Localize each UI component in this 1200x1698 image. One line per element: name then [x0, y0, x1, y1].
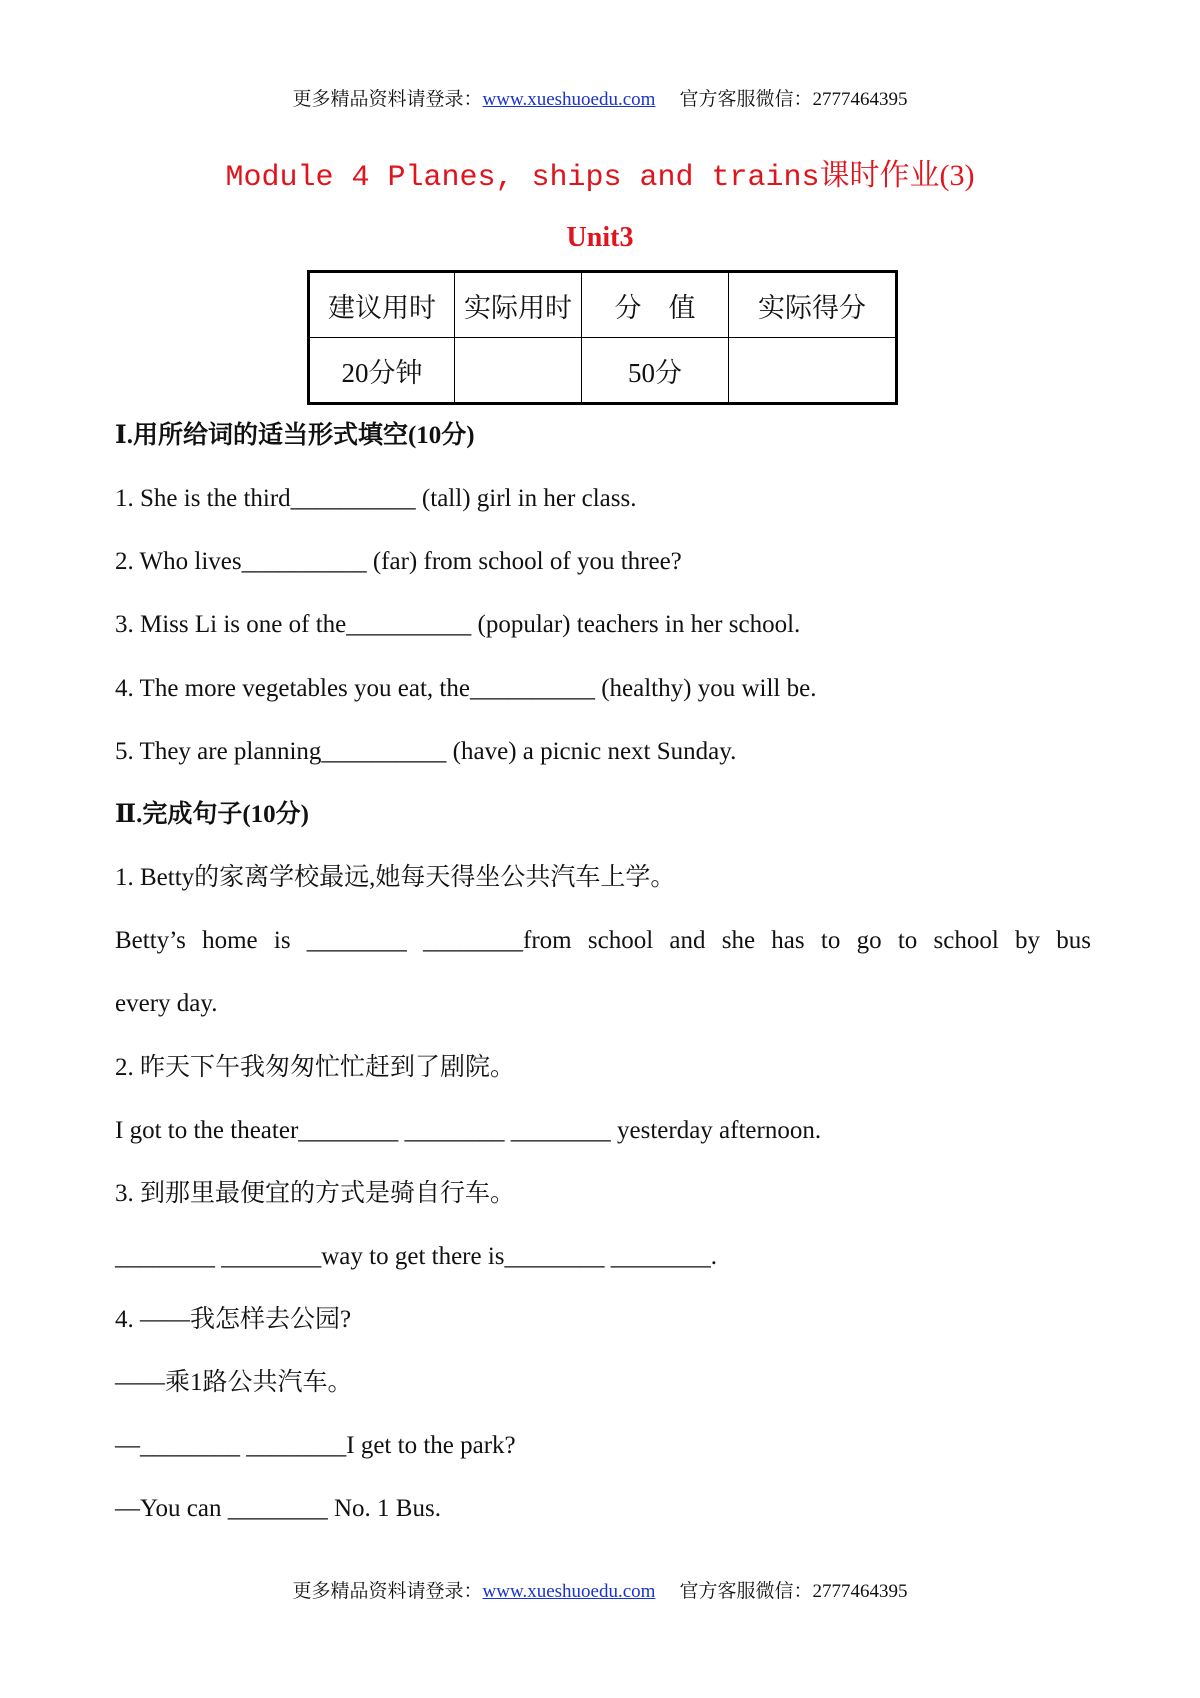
header-actual-score: 实际得分 — [729, 272, 897, 338]
value-points: 50分 — [582, 338, 729, 404]
exercise-2-item-1-english: Betty’s home is ________ ________from school and she has to go to school by bus — [115, 927, 1091, 954]
exercise-2-item-3-chinese: 3. 到那里最便宜的方式是骑自行车。 — [115, 1180, 516, 1207]
score-table — [307, 270, 898, 405]
exercise-2-item-2-english: I got to the theater________ ________ ________ yesterday afternoon. — [115, 1117, 822, 1144]
footer-prefix: 更多精品资料请登录： — [292, 1581, 483, 1602]
exercise-2-item-4-chinese-question: 4. ——我怎样去公园? — [115, 1306, 352, 1333]
exercise-1-item-1: 1. She is the third__________ (tall) girl in her class. — [115, 485, 637, 512]
header-suggested-time: 建议用时 — [309, 272, 455, 338]
exercise-2-item-1-english-cont: every day. — [115, 990, 218, 1017]
exercise-2-item-4-english-answer: —You can ________ No. 1 Bus. — [115, 1495, 441, 1522]
exercise-1-item-3: 3. Miss Li is one of the__________ (popular) teachers in her school. — [115, 611, 801, 638]
exercise-1-item-5: 5. They are planning__________ (have) a picnic next Sunday. — [115, 738, 737, 765]
document-title — [0, 156, 1200, 198]
exercise-1-item-2: 2. Who lives__________ (far) from school of you three? — [115, 548, 682, 575]
value-suggested-time: 20分钟 — [309, 338, 455, 404]
header-actual-time: 实际用时 — [455, 272, 582, 338]
footer-service-wechat: 官方客服微信：2777464395 — [679, 1581, 908, 1602]
exercise-2-item-3-english: ________ ________way to get there is________ ________. — [115, 1243, 718, 1270]
title-english: Module 4 Planes, ships and trains — [225, 161, 820, 195]
score-table-value-row — [309, 338, 897, 404]
banner-prefix: 更多精品资料请登录： — [292, 89, 483, 110]
footer-banner — [0, 1580, 1200, 1604]
title-chinese: 课时作业(3) — [819, 159, 975, 192]
service-wechat: 官方客服微信：2777464395 — [679, 89, 908, 110]
exercise-2-item-4-chinese-answer: ——乘1路公共汽车。 — [115, 1369, 353, 1396]
header-points: 分 值 — [582, 272, 729, 338]
score-table-header-row — [309, 272, 897, 338]
footer-site-link[interactable]: www.xueshuoedu.com — [482, 1581, 656, 1602]
value-actual-score[interactable] — [729, 338, 897, 404]
exercise-2-item-2-chinese: 2. 昨天下午我匆匆忙忙赶到了剧院。 — [115, 1054, 516, 1081]
section-1-heading: Ⅰ.用所给词的适当形式填空(10分) — [115, 422, 475, 449]
value-actual-time[interactable] — [455, 338, 582, 404]
exercise-1-item-4: 4. The more vegetables you eat, the__________ (healthy) you will be. — [115, 675, 817, 702]
site-link[interactable]: www.xueshuoedu.com — [482, 89, 656, 110]
unit-subtitle: Unit3 — [566, 222, 634, 253]
exercise-2-item-1-chinese: 1. Betty的家离学校最远,她每天得坐公共汽车上学。 — [115, 864, 676, 891]
exercise-2-item-4-english-question: —________ ________I get to the park? — [115, 1432, 516, 1459]
header-banner — [0, 88, 1200, 112]
section-2-heading: Ⅱ.完成句子(10分) — [115, 801, 309, 828]
